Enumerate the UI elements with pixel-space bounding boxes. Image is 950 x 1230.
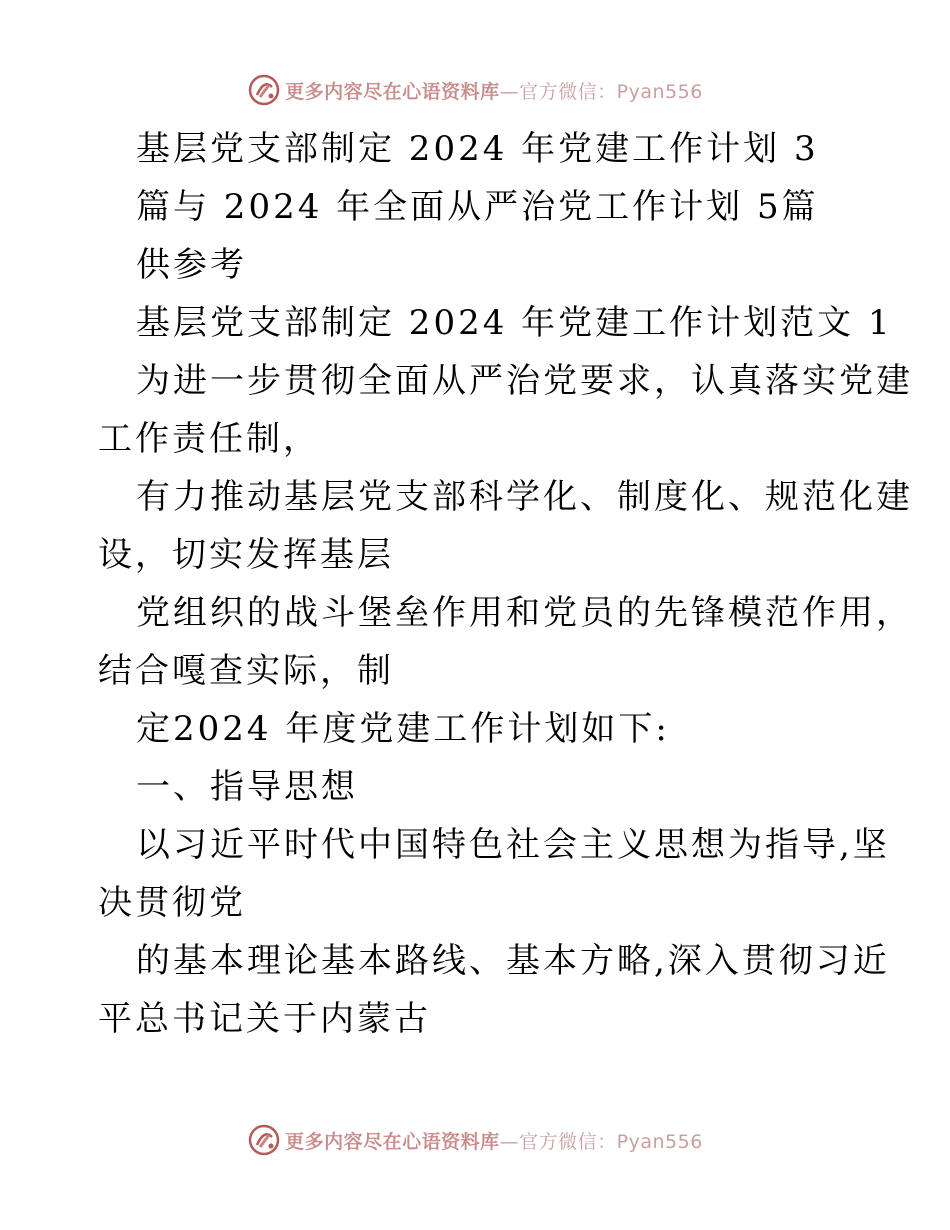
text-line: 供参考 <box>136 245 247 285</box>
text-line: 工作责任制， <box>98 419 320 459</box>
watermark-contact: 官方微信：Pyan556 <box>519 80 703 103</box>
footer-watermark <box>0 1120 950 1160</box>
text-line: 有力推动基层党支部科学化、制度化、规范化建 <box>136 477 913 517</box>
header-watermark <box>0 70 950 110</box>
brand-logo-icon <box>247 1123 281 1157</box>
text-line: 结合嘎查实际，制 <box>98 651 394 691</box>
watermark-brand: 更多内容尽在心语资料库 <box>285 1130 500 1153</box>
text-line: 决贯彻党 <box>98 883 246 923</box>
watermark-contact: 官方微信：Pyan556 <box>519 1130 703 1153</box>
watermark-separator: — <box>499 80 520 103</box>
text-line: 基层党支部制定 2024 年党建工作计划 3 <box>136 129 819 169</box>
text-line: 定2024 年度党建工作计划如下: <box>136 709 670 749</box>
text-line: 为进一步贯彻全面从严治党要求，认真落实党建 <box>136 361 913 401</box>
document-body <box>98 120 913 1048</box>
text-line: 的基本理论基本路线、基本方略,深入贯彻习近 <box>136 941 890 981</box>
text-line: 平总书记关于内蒙古 <box>98 999 431 1039</box>
text-line: 基层党支部制定 2024 年党建工作计划范文 1 <box>136 303 893 343</box>
text-line: 党组织的战斗堡垒作用和党员的先锋模范作用， <box>136 593 913 633</box>
text-line: 一、指导思想 <box>136 767 358 807</box>
brand-logo-icon <box>247 73 281 107</box>
watermark-separator: — <box>499 1130 520 1153</box>
text-line: 设，切实发挥基层 <box>98 535 394 575</box>
text-line: 以习近平时代中国特色社会主义思想为指导,坚 <box>136 825 890 865</box>
text-line: 篇与 2024 年全面从严治党工作计划 5篇 <box>136 187 819 227</box>
watermark-brand: 更多内容尽在心语资料库 <box>285 80 500 103</box>
